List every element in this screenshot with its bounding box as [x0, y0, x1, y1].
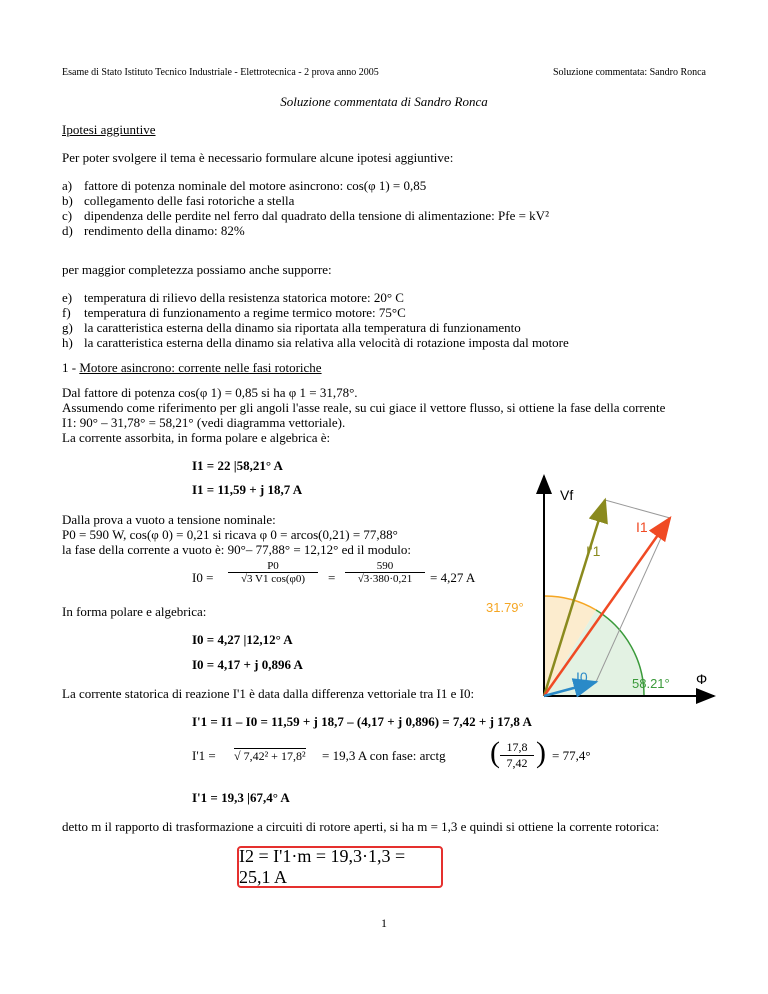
equation-i0-algebraic: I0 = 4,17 + j 0,896 A	[192, 657, 303, 672]
result-text: I2 = I'1·m = 19,3·1,3 = 25,1 A	[239, 846, 406, 887]
equation-i0-result: = 4,27 A	[430, 570, 476, 585]
paragraph: Dalla prova a vuoto a tensione nominale:	[62, 512, 276, 527]
list-item: c) dipendenza delle perdite nel ferro dal quadrato della tensione di alimentazione: Pfe = kV²	[62, 208, 549, 223]
label-phi: Φ	[696, 671, 708, 687]
paren-left: (	[490, 736, 500, 769]
paragraph: Per poter svolgere il tema è necessario formulare alcune ipotesi aggiuntive:	[62, 150, 454, 165]
hypothesis-list-2	[62, 290, 569, 350]
equation-ip1-middle: = 19,3 A con fase: arctg	[322, 748, 446, 763]
list-item: h) la caratteristica esterna della dinamo sia relativa alla velocità di rotazione imposta dal motore	[62, 335, 569, 350]
section-heading-1: 1 - Motore asincrono: corrente nelle fasi rotoriche	[62, 360, 322, 375]
paragraph: la fase della corrente a vuoto è: 90°– 77,88° = 12,12° ed il modulo:	[62, 542, 411, 557]
phasor-diagram	[470, 470, 720, 710]
paragraph: La corrente statorica di reazione I'1 è data dalla differenza vettoriale tra I1 e I0:	[62, 686, 475, 701]
list-item: e) temperatura di rilievo della resistenza statorica motore: 20° C	[62, 290, 404, 305]
label-i1: I1	[636, 519, 648, 535]
paragraph: In forma polare e algebrica:	[62, 604, 207, 619]
hypothesis-list-1	[62, 178, 549, 238]
list-item: b) collegamento delle fasi rotoriche a stella	[62, 193, 295, 208]
page-number: 1	[381, 916, 387, 930]
paragraph: Assumendo come riferimento per gli angoli l'asse reale, su cui giace il vettore flusso, si ottiene la fase della corrente	[62, 400, 666, 415]
equation-i0-lhs: I0 =	[192, 570, 214, 585]
page-title: Soluzione commentata di Sandro Ronca	[280, 94, 488, 109]
fraction-i0-2: $\frac{590}{√3\cdot 380\cdot 0,21}$	[345, 560, 425, 585]
list-item: g) la caratteristica esterna della dinamo sia riportata alla temperatura di funzionamento	[62, 320, 521, 335]
paragraph: per maggior completezza possiamo anche supporre:	[62, 262, 332, 277]
equation-ip1-lhs: I'1 =	[192, 748, 216, 763]
paragraph: Dal fattore di potenza cos(φ 1) = 0,85 si ha φ 1 = 31,78°.	[62, 385, 358, 400]
equation-ip1-phase: = 77,4°	[552, 748, 591, 763]
list-item: d) rendimento della dinamo: 82%	[62, 223, 245, 238]
label-angle-31: 31.79°	[486, 600, 524, 615]
equation-i1-polar: I1 = 22 |58,21° A	[192, 458, 283, 473]
equation-i0-polar: I0 = 4,27 |12,12° A	[192, 632, 293, 647]
label-angle-58: 58.21°	[632, 676, 670, 691]
equation-ip1-difference: I'1 = I1 – I0 = 11,59 + j 18,7 – (4,17 + j 0,896) = 7,42 + j 17,8 A	[192, 714, 532, 729]
paren-right: )	[536, 736, 546, 769]
fraction-i0-1: $\frac{P0}{√3 V1 \cos(\varphi 0)}$	[228, 560, 318, 585]
label-ip1: I'1	[586, 543, 601, 559]
list-item: f) temperatura di funzionamento a regime termico motore: 75°C	[62, 305, 406, 320]
result-box	[237, 846, 443, 888]
label-vf: Vf	[560, 487, 574, 503]
equation-i1-algebraic: I1 = 11,59 + j 18,7 A	[192, 482, 303, 497]
equation-ip1-sqrt: √ 7,42² + 17,8²	[234, 749, 306, 763]
construction-line	[605, 500, 670, 518]
section-heading-ipotesi: Ipotesi aggiuntive	[62, 122, 156, 137]
paragraph: detto m il rapporto di trasformazione a circuiti di rotore aperti, si ha m = 1,3 e quindi si ottiene la corrente rotorica:	[62, 819, 660, 834]
equation-ip1-polar: I'1 = 19,3 |67,4° A	[192, 790, 290, 805]
header-left: Esame di Stato Istituto Tecnico Industriale - Elettrotecnica - 2 prova anno 2005	[62, 67, 379, 78]
paragraph: I1: 90° – 31,78° = 58,21° (vedi diagramma vettoriale).	[62, 415, 346, 430]
paragraph: La corrente assorbita, in forma polare e algebrica è:	[62, 430, 331, 445]
header-right: Soluzione commentata: Sandro Ronca	[552, 67, 706, 78]
list-item: a) fattore di potenza nominale del motore asincrono: cos(φ 1) = 0,85	[62, 178, 427, 193]
fraction-arctg: $\frac{17,8}{7,42}$	[500, 740, 534, 771]
label-i0: I0	[576, 669, 588, 685]
equals-sign: =	[328, 570, 336, 585]
paragraph: P0 = 590 W, cos(φ 0) = 0,21 si ricava φ 0 = arcos(0,21) = 77,88°	[62, 527, 398, 542]
